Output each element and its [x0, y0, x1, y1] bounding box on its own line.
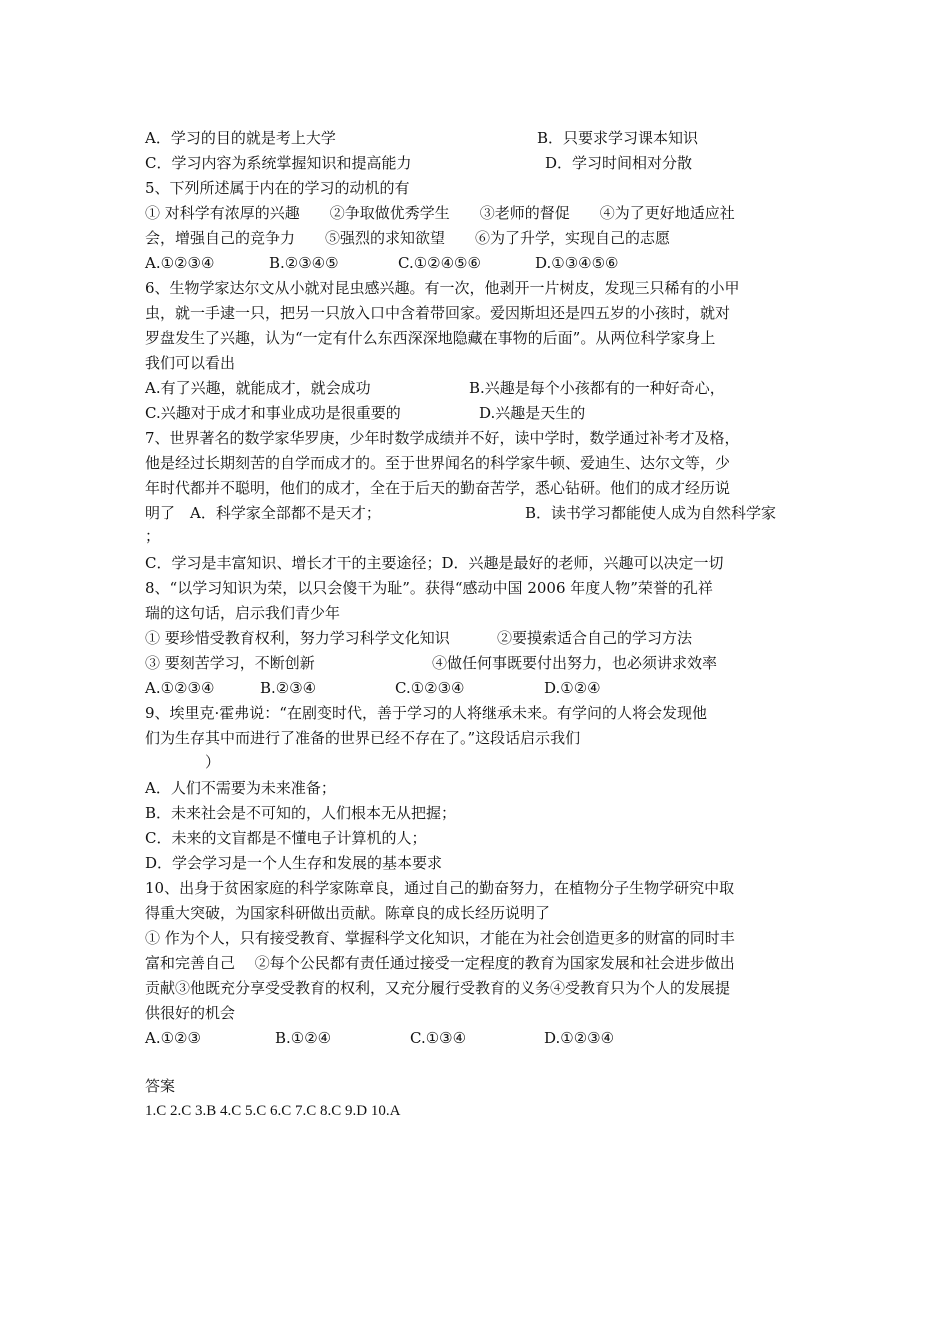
q6-options-row1: [145, 378, 825, 398]
q10-options: [145, 1028, 825, 1048]
q5-option-a: A.①②③④: [145, 254, 215, 272]
q5-items-line2: 会，增强自己的竞争力 ⑤强烈的求知欲望 ⑥为了升学，实现自己的志愿: [145, 229, 671, 247]
q10-line2: 得重大突破，为国家科研做出贡献。陈章良的成长经历说明了: [145, 904, 551, 922]
q6-line4: 我们可以看出: [145, 354, 236, 372]
q8-options: [145, 678, 825, 698]
q6-line3: 罗盘发生了兴趣，认为“一定有什么东西深深地隐藏在事物的后面”。从两位科学家身上: [145, 329, 716, 347]
q7-line2: 他是经过长期刻苦的自学而成才的。至于世界闻名的科学家牛顿、爱迪生、达尔文等，少: [145, 454, 731, 472]
q4-option-a: A．学习的目的就是考上大学: [145, 129, 336, 147]
q8-item-3: ③ 要刻苦学习，不断创新: [145, 654, 315, 672]
q7-line5: ；: [145, 527, 161, 545]
q6-option-c: C.兴趣对于成才和事业成功是很重要的: [145, 404, 401, 422]
q8-option-c: C.①②③④: [395, 679, 465, 697]
q8-item-1: ① 要珍惜受教育权利，努力学习科学文化知识: [145, 629, 450, 647]
q10-line5: 贡献③他既充分享受受教育的权利，又充分履行受教育的义务④受教育只为个人的发展提: [145, 979, 731, 997]
q6-line2: 虫，就一手逮一只，把另一只放入口中含着带回家。爱因斯坦还是四五岁的小孩时，就对: [145, 304, 731, 322]
q4-option-b: B．只要求学习课本知识: [537, 129, 699, 147]
q5-option-d: D.①③④⑤⑥: [535, 254, 619, 272]
q10-option-c: C.①③④: [410, 1029, 467, 1047]
q9-line1: 9、埃里克·霍弗说：“在剧变时代，善于学习的人将继承未来。有学问的人将会发现他: [145, 704, 707, 722]
q10-option-b: B.①②④: [275, 1029, 332, 1047]
q9-option-d: D．学会学习是一个人生存和发展的基本要求: [145, 854, 443, 872]
q9-closing-paren: ）: [205, 753, 221, 771]
q8-option-b: B.②③④: [260, 679, 317, 697]
q10-line3: ① 作为个人，只有接受教育、掌握科学文化知识，才能在为社会创造更多的财富的同时丰: [145, 929, 735, 947]
q6-line1: 6、生物学家达尔文从小就对昆虫感兴趣。有一次，他剥开一片树皮，发现三只稀有的小甲: [145, 279, 740, 297]
q10-line1: 10、出身于贫困家庭的科学家陈章良，通过自己的勤奋努力，在植物分子生物学研究中取: [145, 879, 735, 897]
q7-option-a: 明了 A．科学家全部都不是天才；: [145, 504, 381, 522]
q5-stem: 5、下列所述属于内在的学习的动机的有: [145, 179, 410, 197]
q8-item-4: ④做任何事既要付出努力，也必须讲求效率: [432, 654, 718, 672]
q7-line6: C．学习是丰富知识、增长才干的主要途径；D．兴趣是最好的老师，兴趣可以决定一切: [145, 554, 724, 572]
q6-options-row2: [145, 403, 825, 423]
q8-option-a: A.①②③④: [145, 679, 215, 697]
answers-list: 1.C 2.C 3.B 4.C 5.C 6.C 7.C 8.C 9.D 10.A: [145, 1103, 401, 1119]
q7-option-b: B．读书学习都能使人成为自然科学家: [525, 504, 777, 522]
q9-line2: 们为生存其中而进行了准备的世界已经不存在了。”这段话启示我们: [145, 729, 581, 747]
q6-option-b: B.兴趣是每个小孩都有的一种好奇心，: [469, 379, 725, 397]
q5-options: [145, 253, 825, 273]
q8-item-2: ②要摸索适合自己的学习方法: [497, 629, 693, 647]
q7-line3: 年时代都并不聪明，他们的成才，全在于后天的勤奋苦学，悉心钻研。他们的成才经历说: [145, 479, 731, 497]
q8-items-row1: [145, 628, 825, 648]
q7-line1: 7、世界著名的数学家华罗庚，少年时数学成绩并不好，读中学时，数学通过补考才及格，: [145, 429, 740, 447]
q10-option-a: A.①②③: [145, 1029, 201, 1047]
q8-line2: 瑞的这句话，启示我们青少年: [145, 604, 341, 622]
q5-option-c: C.①②④⑤⑥: [398, 254, 481, 272]
q4-option-c: C．学习内容为系统掌握知识和提高能力: [145, 154, 412, 172]
q5-option-b: B.②③④⑤: [269, 254, 339, 272]
q4-options-row2: [145, 153, 825, 173]
q10-option-d: D.①②③④: [544, 1029, 615, 1047]
q7-line4: [145, 503, 825, 523]
answers-heading: 答案: [145, 1077, 176, 1095]
q9-option-a: A．人们不需要为未来准备；: [145, 779, 336, 797]
q8-option-d: D.①②④: [544, 679, 601, 697]
q10-line6: 供很好的机会: [145, 1004, 236, 1022]
q5-items-line1: ① 对科学有浓厚的兴趣 ②争取做优秀学生 ③老师的督促 ④为了更好地适应社: [145, 204, 735, 222]
q4-options-row1: [145, 128, 825, 148]
q4-option-d: D．学习时间相对分散: [545, 154, 693, 172]
q8-line1: 8、“以学习知识为荣，以只会傻干为耻”。获得“感动中国 2006 年度人物”荣誉的孔祥: [145, 579, 713, 597]
q9-option-c: C．未来的文盲都是不懂电子计算机的人；: [145, 829, 427, 847]
q9-option-b: B．未来社会是不可知的，人们根本无从把握；: [145, 804, 457, 822]
q10-line4: 富和完善自己 ②每个公民都有责任通过接受一定程度的教育为国家发展和社会进步做出: [145, 954, 735, 972]
q6-option-a: A.有了兴趣，就能成才，就会成功: [145, 379, 371, 397]
q6-option-d: D.兴趣是天生的: [479, 404, 586, 422]
q8-items-row2: [145, 653, 825, 673]
